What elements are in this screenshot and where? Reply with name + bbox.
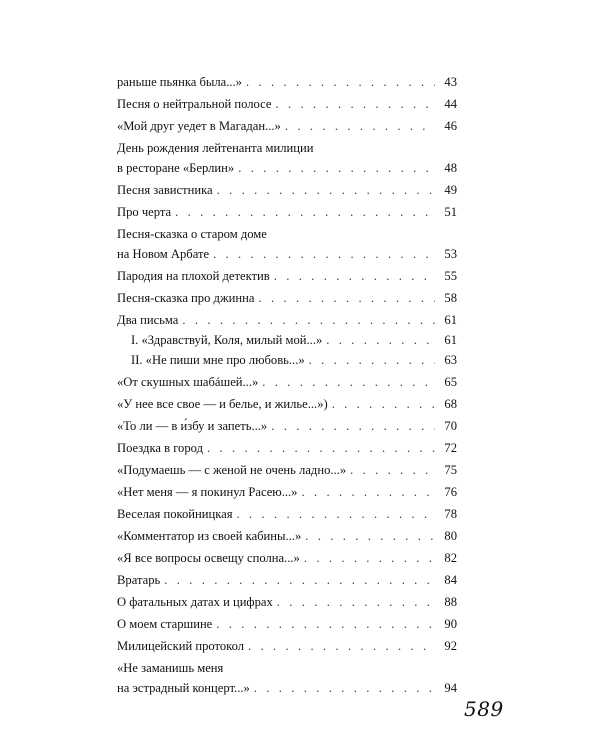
toc-entry-line (117, 373, 457, 393)
toc-entry-title: Веселая покойницкая (117, 507, 233, 521)
toc-entry-line (117, 549, 457, 569)
toc-entry (117, 571, 457, 591)
toc-entry (117, 95, 457, 115)
toc-entry-page: 61 (444, 313, 457, 327)
toc-entry-title: на Новом Арбате (117, 247, 210, 261)
dot-leader (248, 637, 435, 655)
toc-entry-page: 46 (444, 119, 457, 133)
toc-entry-title: II. «Не пиши мне про любовь...» (131, 353, 305, 367)
toc-entry (117, 203, 457, 223)
dot-leader (258, 289, 435, 307)
toc-entry-title: Песня завистника (117, 183, 213, 197)
dot-leader (207, 439, 435, 457)
toc-entry-line (117, 679, 457, 699)
dot-leader (326, 331, 435, 349)
toc-subentry (117, 351, 457, 371)
toc-entry-line (117, 461, 457, 481)
dot-leader (262, 373, 435, 391)
table-of-contents (117, 73, 457, 701)
dot-leader (238, 159, 435, 177)
toc-entry-title: День рождения лейтенанта милиции (117, 141, 314, 155)
toc-entry-line (117, 311, 457, 331)
toc-entry-title: «У нее все свое — и белье, и жилье...») (117, 397, 328, 411)
toc-entry-line (117, 417, 457, 437)
toc-entry (117, 659, 457, 699)
toc-entry-page: 44 (444, 97, 457, 111)
toc-entry (117, 73, 457, 93)
toc-entry-line (117, 505, 457, 525)
toc-entry (117, 549, 457, 569)
dot-leader (213, 245, 435, 263)
toc-entry-title: «Подумаешь — с женой не очень ладно...» (117, 463, 347, 477)
toc-entry-page: 61 (444, 333, 457, 347)
toc-entry-page: 55 (444, 269, 457, 283)
dot-leader (274, 267, 435, 285)
dot-leader (175, 203, 435, 221)
toc-entry (117, 637, 457, 657)
dot-leader (285, 117, 435, 135)
toc-entry-line (117, 73, 457, 93)
toc-entry-line (117, 181, 457, 201)
toc-entry-line (117, 117, 457, 137)
toc-entry (117, 181, 457, 201)
toc-entry-title: «Мой друг уедет в Магадан...» (117, 119, 281, 133)
toc-entry-page: 58 (444, 291, 457, 305)
toc-entry-page: 90 (444, 617, 457, 631)
toc-entry-title: Вратарь (117, 573, 161, 587)
toc-entry-page: 82 (444, 551, 457, 565)
toc-entry-page: 75 (444, 463, 457, 477)
toc-entry (117, 483, 457, 503)
toc-entry-line (117, 159, 457, 179)
dot-leader (182, 311, 435, 329)
dot-leader (304, 549, 435, 567)
toc-entry-title: Песня о нейтральной полосе (117, 97, 272, 111)
toc-entry-title: Песня-сказка о старом доме (117, 227, 267, 241)
toc-entry-page: 49 (444, 183, 457, 197)
toc-entry-line (117, 615, 457, 635)
toc-entry-title: «От скушных шабáшей...» (117, 375, 259, 389)
toc-entry-title: Два письма (117, 313, 179, 327)
toc-entry-title: в ресторане «Берлин» (117, 161, 235, 175)
toc-entry-page: 78 (444, 507, 457, 521)
toc-entry-title: на эстрадный концерт...» (117, 681, 250, 695)
toc-entry-page: 72 (444, 441, 457, 455)
toc-entry-title-line (117, 139, 457, 159)
dot-leader (277, 593, 435, 611)
toc-entry-page: 70 (444, 419, 457, 433)
toc-entry-page: 63 (444, 353, 457, 367)
toc-entry-title: О фатальных датах и цифрах (117, 595, 273, 609)
toc-entry-line (117, 395, 457, 415)
toc-entry-page: 76 (444, 485, 457, 499)
dot-leader (309, 351, 435, 369)
toc-entry-title: «Нет меня — я покинул Расею...» (117, 485, 298, 499)
toc-entry-title: I. «Здравствуй, Коля, милый мой...» (131, 333, 323, 347)
toc-entry-page: 84 (444, 573, 457, 587)
dot-leader (332, 395, 435, 413)
toc-entry-line (117, 245, 457, 265)
toc-entry-title: Милицейский протокол (117, 639, 245, 653)
dot-leader (301, 483, 435, 501)
toc-entry (117, 615, 457, 635)
toc-entry-line (117, 203, 457, 223)
toc-entry-line (117, 527, 457, 547)
dot-leader (254, 679, 435, 697)
dot-leader (350, 461, 435, 479)
toc-entry-title: О моем старшине (117, 617, 213, 631)
dot-leader (246, 73, 435, 91)
toc-entry-title: «То ли — в и́збу и запеть...» (117, 419, 268, 433)
toc-entry-title: «Не заманишь меня (117, 661, 224, 675)
toc-entry-title: «Я все вопросы освещу сполна...» (117, 551, 300, 565)
dot-leader (271, 417, 435, 435)
toc-entry (117, 117, 457, 137)
toc-entry (117, 439, 457, 459)
dot-leader (217, 181, 435, 199)
toc-entry-line (117, 593, 457, 613)
toc-entry-title: раньше пьянка была...» (117, 75, 242, 89)
toc-entry-page: 80 (444, 529, 457, 543)
toc-subentry (117, 331, 457, 351)
page-number: 589 (464, 697, 504, 721)
toc-entry (117, 527, 457, 547)
toc-entry-line (117, 571, 457, 591)
toc-entry (117, 139, 457, 179)
toc-entry (117, 505, 457, 525)
toc-entry-page: 88 (444, 595, 457, 609)
toc-entry-title-line (117, 225, 457, 245)
toc-entry (117, 461, 457, 481)
toc-entry-page: 94 (444, 681, 457, 695)
toc-entry-page: 53 (444, 247, 457, 261)
toc-entry-line (117, 267, 457, 287)
toc-entry (117, 311, 457, 371)
toc-entry-title: Пародия на плохой детектив (117, 269, 270, 283)
dot-leader (305, 527, 435, 545)
toc-entry (117, 593, 457, 613)
dot-leader (276, 95, 436, 113)
toc-entry (117, 225, 457, 265)
toc-entry (117, 373, 457, 393)
toc-entry-line (117, 637, 457, 657)
toc-entry-page: 68 (444, 397, 457, 411)
toc-entry-title: «Комментатор из своей кабины...» (117, 529, 302, 543)
toc-entry-title-line (117, 659, 457, 679)
toc-entry-title: Про черта (117, 205, 172, 219)
dot-leader (237, 505, 435, 523)
toc-entry-line (117, 95, 457, 115)
toc-entry-line (117, 439, 457, 459)
toc-entry-page: 65 (444, 375, 457, 389)
dot-leader (164, 571, 435, 589)
toc-entry-page: 51 (444, 205, 457, 219)
toc-entry-page: 92 (444, 639, 457, 653)
toc-entry-title: Песня-сказка про джинна (117, 291, 255, 305)
toc-entry-line (117, 289, 457, 309)
toc-entry-page: 48 (444, 161, 457, 175)
toc-entry (117, 417, 457, 437)
toc-entry (117, 395, 457, 415)
toc-entry (117, 289, 457, 309)
toc-entry (117, 267, 457, 287)
toc-entry-line (117, 483, 457, 503)
toc-entry-page: 43 (444, 75, 457, 89)
dot-leader (216, 615, 435, 633)
toc-entry-title: Поездка в город (117, 441, 203, 455)
